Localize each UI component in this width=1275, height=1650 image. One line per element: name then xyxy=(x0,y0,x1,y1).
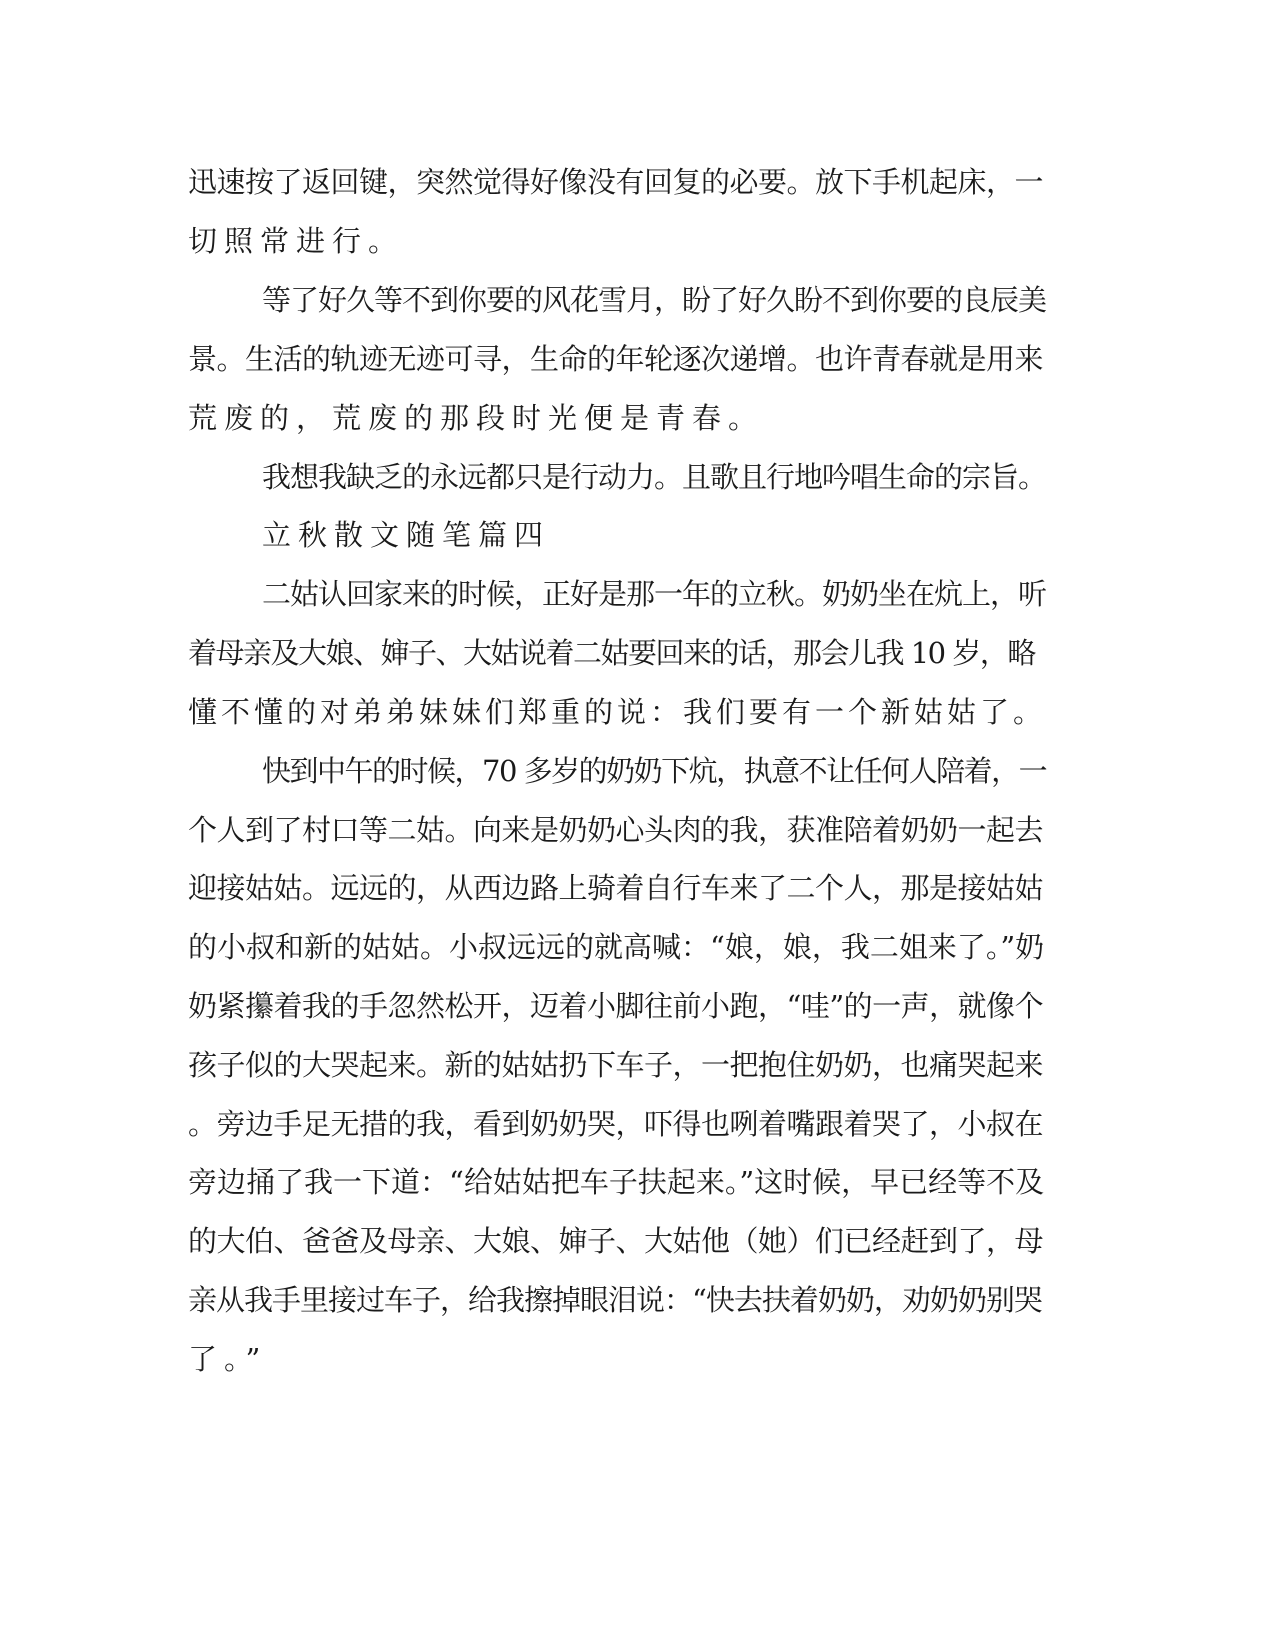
text-line: 着母亲及大娘、婶子、大姑说着二姑要回来的话，那会儿我 10 岁，略 xyxy=(188,636,1035,670)
text-line: 了。” xyxy=(188,1342,268,1376)
text-line: 的小叔和新的姑姑。小叔远远的就高喊：“娘，娘，我二姐来了。”奶 xyxy=(188,930,1045,964)
text-line: 。旁边手足无措的我，看到奶奶哭，吓得也咧着嘴跟着哭了，小叔在 xyxy=(188,1107,1044,1141)
text-line: 亲从我手里接过车子，给我擦掉眼泪说：“快去扶着奶奶，劝奶奶别哭 xyxy=(188,1283,1042,1317)
text-line: 景。生活的轨迹无迹可寻，生命的年轮逐次递增。也许青春就是用来 xyxy=(188,342,1044,376)
text-line: 的大伯、爸爸及母亲、大娘、婶子、大姑他（她）们已经赶到了，母 xyxy=(188,1224,1044,1258)
section-heading: 立秋散文随笔篇四 xyxy=(262,518,551,552)
text-line: 奶紧攥着我的手忽然松开，迈着小脚往前小跑，“哇”的一声，就像个 xyxy=(188,989,1044,1023)
paragraph-line: 二姑认回家来的时候，正好是那一年的立秋。奶奶坐在炕上，听 xyxy=(262,577,1047,611)
text-line: 迎接姑姑。远远的，从西边路上骑着自行车来了二个人，那是接姑姑 xyxy=(188,871,1044,905)
text-line: 个人到了村口等二姑。向来是奶奶心头肉的我，获准陪着奶奶一起去 xyxy=(188,813,1044,847)
paragraph-line: 我想我缺乏的永远都只是行动力。且歌且行地吟唱生命的宗旨。 xyxy=(262,460,1047,494)
paragraph-line: 等了好久等不到你要的风花雪月，盼了好久盼不到你要的良辰美 xyxy=(262,283,1047,317)
text-line: 孩子似的大哭起来。新的姑姑扔下车子，一把抱住奶奶，也痛哭起来 xyxy=(188,1048,1044,1082)
text-line: 切照常进行。 xyxy=(188,224,405,258)
text-line: 懂不懂的对弟弟妹妹们郑重的说：我们要有一个新姑姑了。 xyxy=(188,695,1047,729)
text-line: 荒废的，荒废的那段时光便是青春。 xyxy=(188,401,765,435)
text-line: 旁边捅了我一下道：“给姑姑把车子扶起来。”这时候，早已经等不及 xyxy=(188,1165,1045,1199)
paragraph-line: 快到中午的时候，70 多岁的奶奶下炕，执意不让任何人陪着，一 xyxy=(262,754,1047,788)
text-line: 迅速按了返回键，突然觉得好像没有回复的必要。放下手机起床，一 xyxy=(188,165,1044,199)
